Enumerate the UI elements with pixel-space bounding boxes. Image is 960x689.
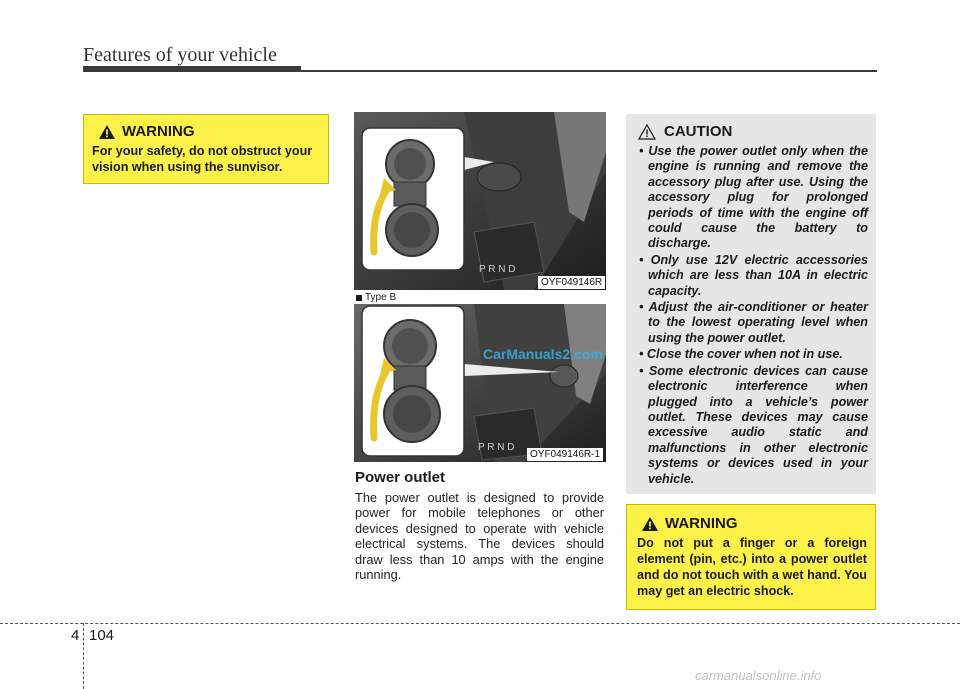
caution-item: • Some electronic devices can cause electronic interference when plugged into a vehicle’s power outlet. These devices may cause excessive audio static and malfunctions in other electronic systems or devices used in your vehicle.	[639, 363, 868, 486]
power-outlet-description: The power outlet is designed to provide power for mobile telephones or other devices designed to operate with vehicle electrical systems. The devices should draw less than 10 amps with the engine running.	[355, 490, 604, 583]
warning-title: WARNING	[122, 123, 195, 140]
figure-b-label-text: Type B	[365, 292, 397, 303]
electric-shock-warning-box	[626, 504, 876, 610]
caution-item: • Only use 12V electric accessories which are less than 10A in electric capacity.	[639, 252, 868, 298]
caution-item: • Use the power outlet only when the engine is running and remove the accessory plug after use. Using the accessory plug for prolonged periods of time with the engine off could cause the battery to discharge.	[639, 144, 868, 251]
caution-box	[626, 114, 876, 494]
sunvisor-warning-box	[83, 114, 329, 184]
chapter-number: 4	[71, 627, 80, 644]
header-rule-thick	[83, 66, 301, 72]
figure-b-photo	[354, 304, 606, 462]
figure-a-photo	[354, 112, 606, 290]
warning-triangle-icon	[98, 124, 116, 140]
warning-text: For your safety, do not obstruct your vision when using the sunvisor.	[92, 144, 313, 174]
square-bullet-icon	[356, 295, 362, 301]
footer-divider	[83, 623, 84, 689]
page-number: 104	[89, 627, 115, 644]
power-outlet-type-b-illustration	[354, 304, 606, 462]
warning-heading	[92, 123, 322, 140]
svg-text:P R N D: P R N D	[478, 442, 515, 453]
power-outlet-type-a-illustration	[354, 112, 606, 290]
site-watermark: CarManuals2.com	[483, 346, 603, 362]
svg-text:P R N D: P R N D	[479, 264, 516, 275]
caution-title: CAUTION	[664, 123, 733, 140]
page-header-title: Features of your vehicle	[83, 44, 277, 66]
header-rule-thin	[301, 70, 877, 72]
section-title-power-outlet: Power outlet	[355, 469, 446, 486]
caution-heading	[634, 123, 868, 140]
warning-text: Do not put a finger or a foreign element (pin, etc.) into a power outlet and do not touch with a wet hand. You may get an electric shock.	[637, 536, 867, 598]
figure-b-label	[356, 292, 396, 303]
warning-title: WARNING	[665, 515, 738, 532]
caution-item: • Close the cover when not in use.	[639, 347, 843, 362]
caution-triangle-icon	[638, 124, 656, 140]
caution-list	[634, 144, 868, 487]
footer-rule	[0, 623, 960, 624]
figure-b-code: OYF049146R-1	[527, 448, 603, 461]
warning-heading	[637, 515, 867, 532]
figure-a-code: OYF049146R	[538, 276, 605, 289]
warning-triangle-icon	[641, 516, 659, 532]
footer-watermark: carmanualsonline.info	[695, 668, 822, 683]
caution-item: • Adjust the air-conditioner or heater to the lowest operating level when using the power outlet.	[639, 300, 868, 345]
